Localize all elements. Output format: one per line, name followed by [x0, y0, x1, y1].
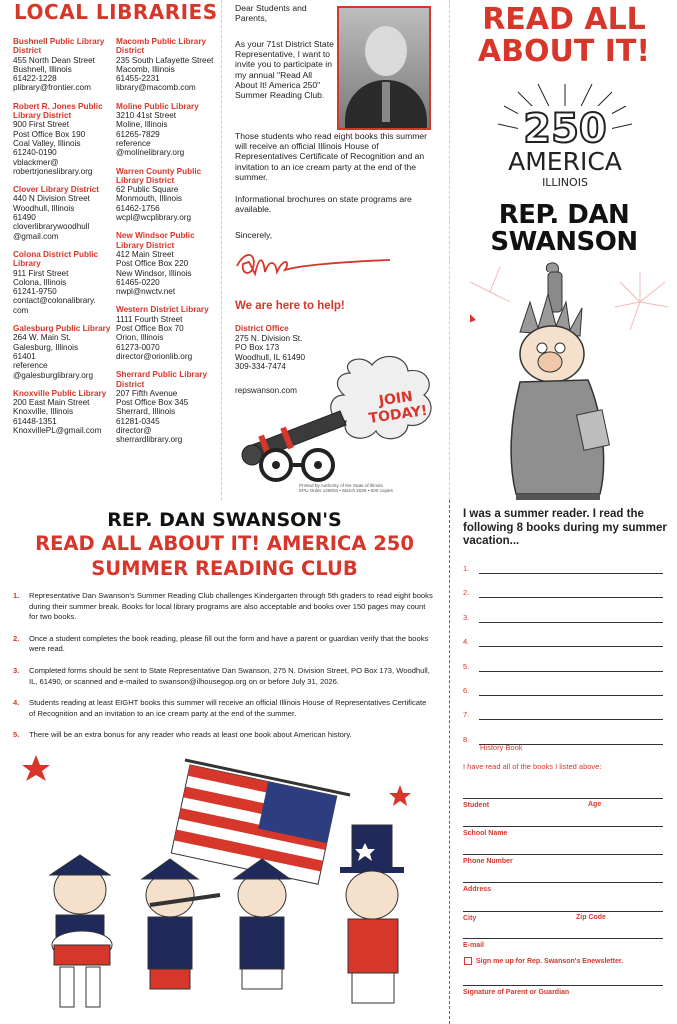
library-name: Western District Library — [116, 305, 209, 315]
book-number: 3. — [463, 612, 470, 622]
library-entry — [116, 231, 216, 296]
email-field[interactable] — [463, 938, 663, 951]
library-line: director@ — [116, 425, 152, 435]
library-name: Galesburg Public Library — [13, 324, 111, 334]
book-line[interactable] — [463, 588, 663, 600]
patriot-band-illustration — [0, 755, 449, 1024]
library-name: Macomb Public Library District — [116, 37, 207, 56]
rule-item — [13, 591, 433, 623]
library-entry — [13, 324, 113, 380]
reading-form-panel — [449, 500, 677, 1024]
letter-paragraph-1: As your 71st District State Representative, I want to invite you to participate in my annual "Read All About It! America 250" Summer Reading Club. — [235, 39, 334, 101]
newsletter-checkbox[interactable] — [464, 957, 623, 965]
library-line: cloverlibrarywoodhull — [13, 222, 90, 232]
library-entry — [13, 185, 113, 241]
book-number: 4. — [463, 637, 470, 647]
signature-label: Signature of Parent or Guardian — [463, 989, 570, 996]
library-line: 440 N Division Street — [13, 194, 90, 204]
letter-paragraph-3: Informational brochures on state programs are available. — [235, 194, 412, 215]
library-line: 61465-0220 — [116, 277, 160, 287]
library-line: Moline, Illinois — [116, 120, 168, 130]
club-heading-2: READ ALL ABOUT IT! AMERICA 250 — [35, 532, 414, 555]
library-line: 61241-9750 — [13, 287, 57, 297]
rule-item — [13, 698, 433, 719]
school-field[interactable] — [463, 826, 663, 839]
library-line: plibrary@frontier.com — [13, 83, 91, 93]
logo-number: 250 — [523, 106, 607, 152]
library-line: 61490 — [13, 213, 36, 223]
library-line: Orion, Illinois — [116, 333, 164, 343]
library-name: Moline Public Library — [116, 101, 199, 111]
library-line: sherrardlibrary.org — [116, 435, 183, 445]
library-line: KnoxvillePL@gmail.com — [13, 425, 102, 435]
america-250-logo — [490, 84, 640, 194]
rule-item — [13, 634, 433, 655]
library-line: 455 North Dean Street — [13, 55, 95, 65]
checkbox-box[interactable] — [464, 957, 472, 965]
library-name: Bushnell Public Library District — [13, 37, 105, 56]
cover-title: READ ALL ABOUT IT! — [477, 2, 651, 69]
libraries-left-column — [13, 37, 113, 444]
library-line: Post Office Box 70 — [116, 324, 184, 334]
letter-closing: Sincerely, — [235, 230, 273, 240]
rep-name: REP. DAN SWANSON — [490, 200, 638, 257]
student-field[interactable] — [463, 798, 663, 811]
library-line: robertrjoneslibrary.org — [13, 166, 93, 176]
rule-number: 1. — [13, 591, 20, 600]
book-number: 1. — [463, 564, 470, 573]
library-line: 900 First Street — [13, 120, 69, 130]
phone-field[interactable] — [463, 854, 663, 867]
student-label: Student — [463, 802, 490, 809]
rule-item — [13, 666, 433, 687]
library-entry — [116, 167, 216, 223]
rule-number: 3. — [13, 665, 20, 675]
library-name: Colona District Public Library — [13, 249, 99, 269]
library-line: reference — [13, 361, 48, 371]
library-line: 61240-0190 — [13, 148, 57, 158]
library-entry — [116, 37, 216, 93]
library-name: New Windsor Public Library District — [116, 231, 195, 250]
newsletter-label: Sign me up for Rep. Swanson's Enewsletter. — [476, 957, 624, 965]
signature-field[interactable] — [463, 985, 663, 998]
book-line[interactable] — [463, 710, 663, 722]
library-line: @molinelibrary.org — [116, 148, 185, 158]
library-line: 911 First Street — [13, 268, 69, 278]
library-line: wcpl@wcplibrary.org — [116, 213, 192, 223]
library-line: Macomb, Illinois — [116, 64, 175, 74]
library-entry — [116, 102, 216, 158]
school-label: School Name — [463, 830, 508, 837]
library-line: @gmail.com — [13, 231, 59, 241]
history-book-label: History Book — [480, 743, 523, 752]
authority-note — [299, 483, 393, 493]
library-line: nwpl@nwctv.net — [116, 287, 176, 297]
rule-number: 5. — [13, 730, 20, 740]
library-line: reference — [116, 138, 151, 148]
club-panel — [0, 500, 449, 1024]
library-name: Knoxville Public Library — [13, 388, 107, 398]
form-heading: I was a summer reader. I read the following 8 books during my summer vacation... — [463, 508, 667, 547]
rule-text: Representative Dan Swanson's Summer Reading Club challenges Kindergarten through 5th graders to read eight books during their summer break. Books for local library programs are also acceptable and books over 150 pages may count for two books. — [29, 591, 433, 622]
signature-image — [235, 246, 395, 280]
libraries-title: LOCAL LIBRARIES — [14, 0, 218, 24]
letter-greeting: Dear Students and Parents, — [235, 3, 307, 24]
rules-list — [13, 591, 433, 752]
logo-state: ILLINOIS — [542, 176, 588, 189]
rule-item — [13, 730, 433, 741]
website-link[interactable]: repswanson.com — [235, 386, 297, 395]
library-line: com — [13, 305, 29, 315]
library-line: 200 East Main Street — [13, 398, 90, 408]
library-name: Clover Library District — [13, 185, 99, 195]
library-line: contact@colonalibrary. — [13, 296, 96, 306]
library-entry — [116, 305, 216, 361]
library-line: @galesburglibrary.org — [13, 370, 94, 380]
library-line: 3210 41st Street — [116, 111, 177, 121]
rule-number: 2. — [13, 633, 20, 643]
library-entry — [13, 37, 113, 93]
rule-text: Completed forms should be sent to State Representative Dan Swanson, 275 N. Division Street, PO Box 173, Woodhull, IL, 61490, or scanned and e-mailed to swanson@ilhousegop.org on or before July 31, 2026. — [29, 665, 430, 686]
library-line: 61265-7829 — [116, 129, 160, 139]
help-heading: We are here to help! — [235, 300, 345, 312]
libraries-right-column — [116, 37, 216, 454]
library-line: 235 South Lafayette Street — [116, 55, 214, 65]
office-line: 275 N. Division St. — [235, 333, 303, 343]
letter-paragraph-2: Those students who read eight books this summer will receive an official Illinois House of Representatives Certificate of Recognition and an invitation to an ice cream party at the end of the summer. — [235, 131, 428, 182]
libraries-panel — [0, 0, 222, 500]
library-line: Post Office Box 345 — [116, 398, 189, 408]
library-line: 412 Main Street — [116, 249, 174, 259]
library-line: New Windsor, Illinois — [116, 268, 192, 278]
office-line: Woodhull, IL 61490 — [235, 352, 306, 362]
rule-text: There will be an extra bonus for any reader who reads at least one book about American history. — [29, 730, 352, 740]
library-line: Sherrard, Illinois — [116, 407, 176, 417]
book-number: 2. — [463, 588, 470, 598]
zip-label: Zip Code — [576, 914, 606, 921]
join-today-callout: JOIN TODAY! — [367, 388, 429, 427]
book-number: 6. — [463, 686, 470, 695]
library-name: Sherrard Public Library District — [116, 370, 208, 389]
office-line: PO Box 173 — [235, 343, 280, 352]
library-line: director@orionlib.org — [116, 351, 193, 361]
city-field[interactable] — [463, 911, 663, 924]
library-line: Post Office Box 190 — [13, 129, 86, 139]
library-line: Monmouth, Illinois — [116, 194, 182, 204]
book-number: 5. — [463, 661, 470, 671]
library-name: Warren County Public Library District — [116, 166, 202, 185]
library-line: 207 Fifth Avenue — [116, 388, 178, 398]
library-line: vblackmer@ — [13, 157, 59, 167]
statue-of-liberty-cartoon — [470, 262, 670, 500]
library-line: Woodhull, Illinois — [13, 203, 75, 213]
library-line: 61273-0070 — [116, 342, 160, 352]
book-line[interactable] — [463, 564, 663, 576]
library-name: Robert R. Jones Public Library District — [13, 101, 103, 121]
library-entry — [13, 102, 113, 176]
logo-word: AMERICA — [508, 147, 622, 176]
authority-line: EPU Order 126004 • March 2026 • 600 copies — [299, 488, 393, 494]
cover-panel — [449, 0, 677, 500]
book-line[interactable] — [463, 686, 663, 698]
library-line: Knoxville, Illinois — [13, 407, 74, 417]
office-title: District Office — [235, 324, 289, 333]
library-line: 264 W. Main St. — [13, 333, 71, 343]
book-number: 8. — [463, 734, 470, 744]
library-entry — [13, 389, 113, 435]
letter-panel — [222, 0, 447, 500]
library-line: 61281-0345 — [116, 416, 160, 426]
library-line: Post Office Box 220 — [116, 259, 189, 269]
library-line: 61455-2231 — [116, 74, 160, 84]
rule-number: 4. — [13, 698, 20, 708]
library-entry — [13, 250, 113, 315]
library-line: 61462-1756 — [116, 203, 160, 213]
library-line: Coal Valley, Illinois — [13, 138, 81, 148]
library-line: Galesburg, Illinois — [13, 342, 79, 352]
book-line[interactable] — [463, 662, 663, 674]
book-line[interactable] — [463, 613, 663, 625]
phone-label: Phone Number — [463, 858, 513, 865]
rule-text: Once a student completes the book reading, please fill out the form and have a parent or guardian verify that the books were read. — [29, 633, 429, 654]
representative-photo — [337, 6, 431, 130]
library-entry — [116, 370, 216, 444]
library-line: 1111 Fourth Street — [116, 314, 183, 324]
library-line: Colona, Illinois — [13, 277, 67, 287]
age-label: Age — [588, 801, 602, 808]
club-heading-1: REP. DAN SWANSON'S — [107, 509, 342, 531]
rule-text: Students reading at least EIGHT books this summer will receive an official Illinois House of Representatives Certificate of Recognition and an invitation to an ice cream party at the end of the summer. — [29, 698, 427, 718]
office-line: 309-334-7474 — [235, 362, 286, 371]
authority-line: Printed by Authority of the State of Illinois — [299, 483, 383, 488]
book-number: 7. — [463, 710, 470, 720]
city-label: City — [463, 915, 477, 922]
address-field[interactable] — [463, 882, 663, 895]
book-line[interactable] — [463, 637, 663, 649]
read-all-statement: I have read all of the books I listed above: — [463, 762, 602, 771]
library-line: 61422-1228 — [13, 74, 57, 84]
library-line: 61401 — [13, 351, 36, 361]
library-line: Bushnell, Illinois — [13, 64, 72, 74]
email-label: E-mail — [463, 942, 485, 949]
library-line: library@macomb.com — [116, 83, 196, 93]
address-label: Address — [463, 886, 492, 893]
library-line: 61448-1351 — [13, 416, 57, 426]
library-line: 62 Public Square — [116, 185, 179, 195]
club-heading-3: SUMMER READING CLUB — [91, 557, 358, 580]
